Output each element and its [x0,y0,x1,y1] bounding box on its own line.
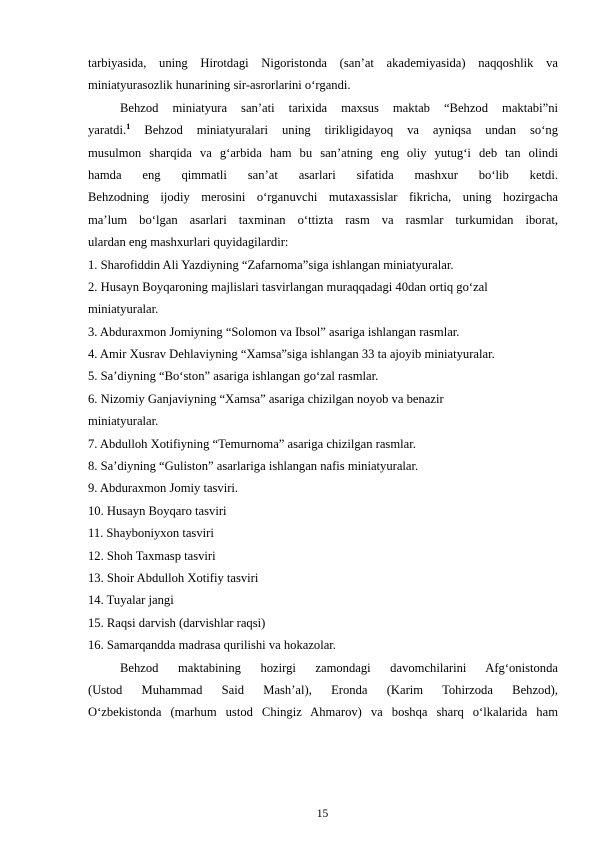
list-item: 16. Samarqandda madrasa qurilishi va hokazolar. [88,638,336,653]
page-number: 15 [316,808,329,820]
list-item: 3. Abduraxmon Jomiyning “Solomon va Ibsol” asariga ishlangan rasmlar. [88,324,460,339]
text-line: Behzod maktabining hozirgi zamondagi davomchilarini Afg‘onistonda [120,660,558,675]
list-item: 6. Nizomiy Ganjaviyning “Xamsa” asariga chizilgan noyob va benazir [88,391,444,406]
text-line: tarbiyasida, uning Hirotdagi Nigoristonda (san’at akademiyasida) naqqoshlik va [88,56,558,70]
list-item: 4. Amir Xusrav Dehlaviyning “Xamsa”siga ishlangan 33 ta ajoyib miniatyuralar. [88,347,495,362]
list-item: 5. Sa’diyning “Bo‘ston” asariga ishlangan go‘zal rasmlar. [88,369,379,384]
text-line: (Ustod Muhammad Said Mash’al), Eronda (Karim Tohirzoda Behzod), [88,682,558,697]
footnote-marker: 1 [126,121,131,132]
text-line: ma’lum bo‘lgan asarlari taxminan o‘ttizta rasm va rasmlar turkumidan iborat, [88,212,558,227]
list-item: 15. Raqsi darvish (darvishlar raqsi) [88,615,266,630]
text-line: Behzodning ijodiy merosini o‘rganuvchi mutaxassislar fikricha, uning hozirgacha [88,190,558,205]
document-body [88,52,558,724]
text-line: hamda eng qimmatli san’at asarlari sifatida mashxur bo‘lib ketdi. [88,167,558,182]
list-item: 14. Tuyalar jangi [88,593,174,608]
list-item: 13. Shoir Abdulloh Xotifiy tasviri [88,570,259,585]
list-item: 8. Sa’diyning “Guliston” asarlariga ishlangan nafis miniatyuralar. [88,459,419,474]
text-line-with-footnote [88,119,558,141]
text-fragment: Behzod miniatyuralari uning tirikligidayoq va ayniqsa undan so‘ng [144,123,558,138]
list-item-continuation: miniatyuralar. [88,302,159,317]
text-line: miniatyurasozlik hunarining sir-asrorlarini o‘rgandi. [88,78,351,93]
list-item: 2. Husayn Boyqaroning majlislari tasvirlangan muraqqadagi 40dan ortiq go‘zal [88,279,488,294]
list-item: 12. Shoh Taxmasp tasviri [88,548,216,563]
list-item: 11. Shayboniyxon tasviri [88,526,214,541]
text-fragment: yaratdi. [88,123,127,138]
list-item-continuation: miniatyuralar. [88,414,159,429]
text-line: Behzod miniatyura san’ati tarixida maxsus maktab “Behzod maktabi”ni [120,100,558,115]
text-line: ulardan eng mashxurlari quyidagilardir: [88,235,289,250]
list-item: 9. Abduraxmon Jomiy tasviri. [88,481,239,496]
text-line: musulmon sharqida va g‘arbida ham bu san’atning eng oliy yutug‘i deb tan olindi [88,145,558,160]
text-line: O‘zbekistonda (marhum ustod Chingiz Ahmarov) va boshqa sharq o‘lkalarida ham [88,705,558,720]
list-item: 1. Sharofiddin Ali Yazdiyning “Zafarnoma”siga ishlangan miniatyuralar. [88,257,454,272]
list-item: 10. Husayn Boyqaro tasviri [88,503,227,518]
list-item: 7. Abdulloh Xotifiyning “Temurnoma” asariga chizilgan rasmlar. [88,436,416,451]
